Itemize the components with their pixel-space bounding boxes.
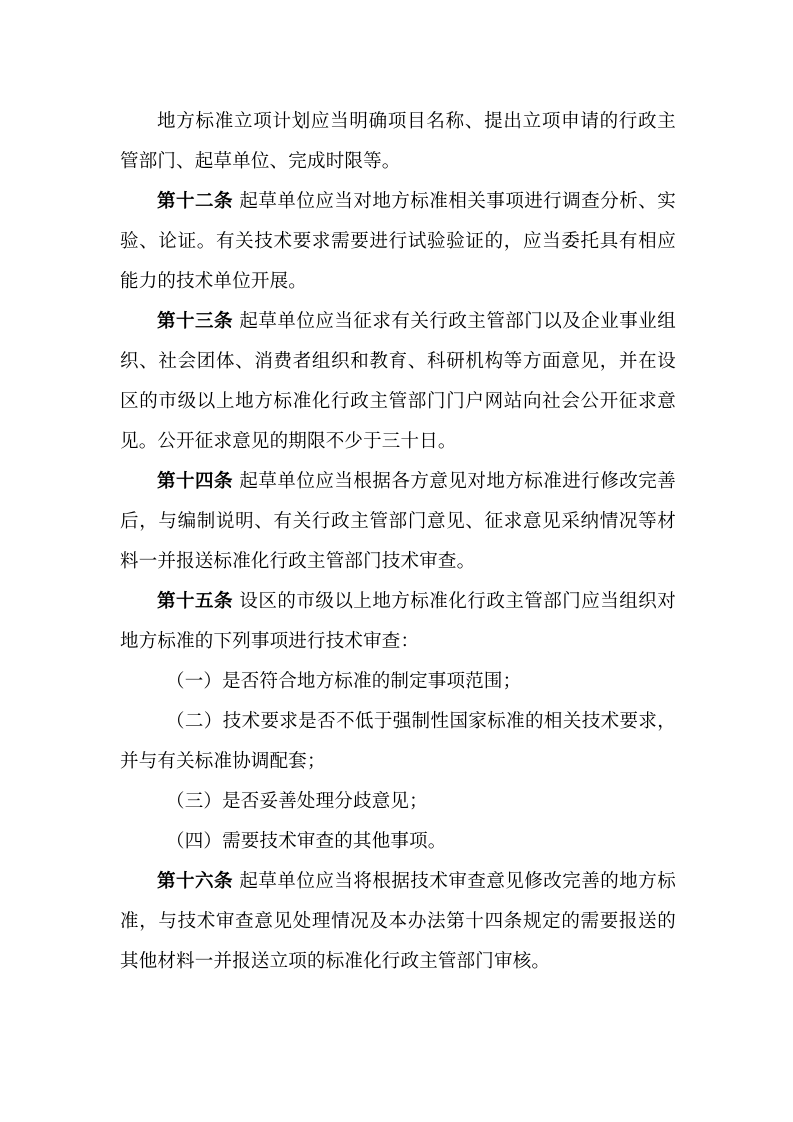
list-item-1: （一）是否符合地方标准的制定事项范围； (166, 671, 522, 692)
article-text: 起草单位应当根据各方意见对地方标准进行修改完善后，与编制说明、有关行政主管部门意见、征求意见采纳情况等材料一并报送标准化行政主管部门技术审查。 (120, 471, 676, 572)
list-item-2: （二）技术要求是否不低于强制性国家标准的相关技术要求，并与有关标准协调配套； (120, 711, 676, 772)
article-text: 起草单位应当将根据技术审查意见修改完善的地方标准，与技术审查意见处理情况及本办法第十四条规定的需要报送的其他材料一并报送立项的标准化行政主管部门审核。 (120, 871, 676, 972)
article-number: 第十二条 (157, 191, 233, 212)
list-item-3: （三）是否妥善处理分歧意见； (166, 791, 428, 812)
list-item-4: （四）需要技术审查的其他事项。 (166, 831, 447, 852)
article-number: 第十六条 (157, 871, 233, 892)
article-16 (120, 862, 676, 982)
paragraph-project-plan (120, 102, 676, 182)
article-14 (120, 462, 676, 582)
article-number: 第十四条 (157, 471, 233, 492)
article-text: 起草单位应当对地方标准相关事项进行调查分析、实验、论证。有关技术要求需要进行试验验证的，应当委托具有相应能力的技术单位开展。 (120, 191, 676, 292)
article-number: 第十三条 (157, 311, 233, 332)
article-13 (120, 302, 676, 462)
article-text: 设区的市级以上地方标准化行政主管部门应当组织对地方标准的下列事项进行技术审查： (120, 591, 676, 652)
document-page (120, 102, 676, 982)
article-text: 起草单位应当征求有关行政主管部门以及企业事业组织、社会团体、消费者组织和教育、科研机构等方面意见，并在设区的市级以上地方标准化行政主管部门门户网站向社会公开征求意见。公开征求意见的期限不少于三十日。 (120, 311, 676, 452)
article-12 (120, 182, 676, 302)
article-number: 第十五条 (157, 591, 233, 612)
article-15 (120, 582, 676, 662)
paragraph-text: 地方标准立项计划应当明确项目名称、提出立项申请的行政主管部门、起草单位、完成时限等。 (120, 111, 676, 172)
